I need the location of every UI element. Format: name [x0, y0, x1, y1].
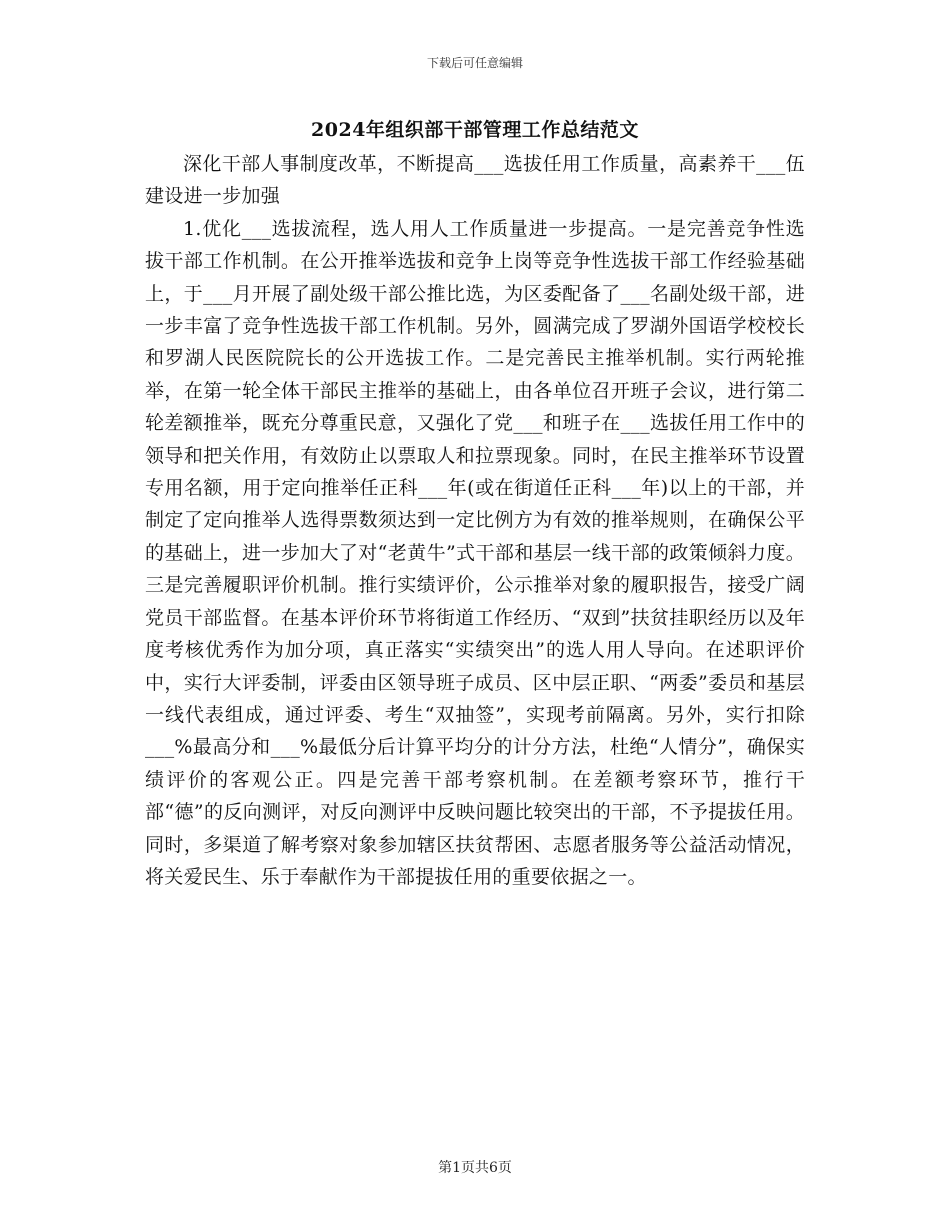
paragraph-section-1: 1.优化___选拔流程，选人用人工作质量进一步提高。一是完善竞争性选拔干部工作机制。在公开推举选拔和竞争上岗等竞争性选拔干部工作经验基础上，于___月开展了副处级干部公推比选，为区委配备了___名副处级干部，进一步丰富了竞争性选拔干部工作机制。另外，圆满完成了罗湖外国语学校校长和罗湖人民医院院长的公开选拔工作。二是完善民主推举机制。实行两轮推举，在第一轮全体干部民主推举的基础上，由各单位召开班子会议，进行第二轮差额推举，既充分尊重民意，又强化了党___和班子在___选拔任用工作中的领导和把关作用，有效防止以票取人和拉票现象。同时，在民主推举环节设置专用名额，用于定向推举任正科___年(或在街道任正科___年)以上的干部，并制定了定向推举人选得票数须达到一定比例方为有效的推举规则，在确保公平的基础上，进一步加大了对“老黄牛”式干部和基层一线干部的政策倾斜力度。三是完善履职评价机制。推行实绩评价，公示推举对象的履职报告，接受广阔党员干部监督。在基本评价环节将街道工作经历、“双到”扶贫挂职经历以及年度考核优秀作为加分项，真正落实“实绩突出”的选人用人导向。在述职评价中，实行大评委制，评委由区领导班子成员、区中层正职、“两委”委员和基层一线代表组成，通过评委、考生“双抽签”，实现考前隔离。另外，实行扣除___%最高分和___%最低分后计算平均分的计分方法，杜绝“人情分”，确保实绩评价的客观公正。四是完善干部考察机制。在差额考察环节，推行干部“德”的反向测评，对反向测评中反映问题比较突出的干部，不予提拔任用。同时，多渠道了解考察对象参加辖区扶贫帮困、志愿者服务等公益活动情况，将关爱民生、乐于奉献作为干部提拔任用的重要依据之一。 [145, 217, 805, 888]
document-body [145, 148, 805, 893]
page-footer: 第1页共6页 [438, 1160, 512, 1176]
paragraph-intro: 深化干部人事制度改革，不断提高___选拔任用工作质量，高素养干___伍建设进一步加强 [145, 153, 805, 208]
page-header: 下载后可任意编辑 [426, 56, 523, 70]
document-title: 2024年组织部干部管理工作总结范文 [311, 119, 639, 141]
